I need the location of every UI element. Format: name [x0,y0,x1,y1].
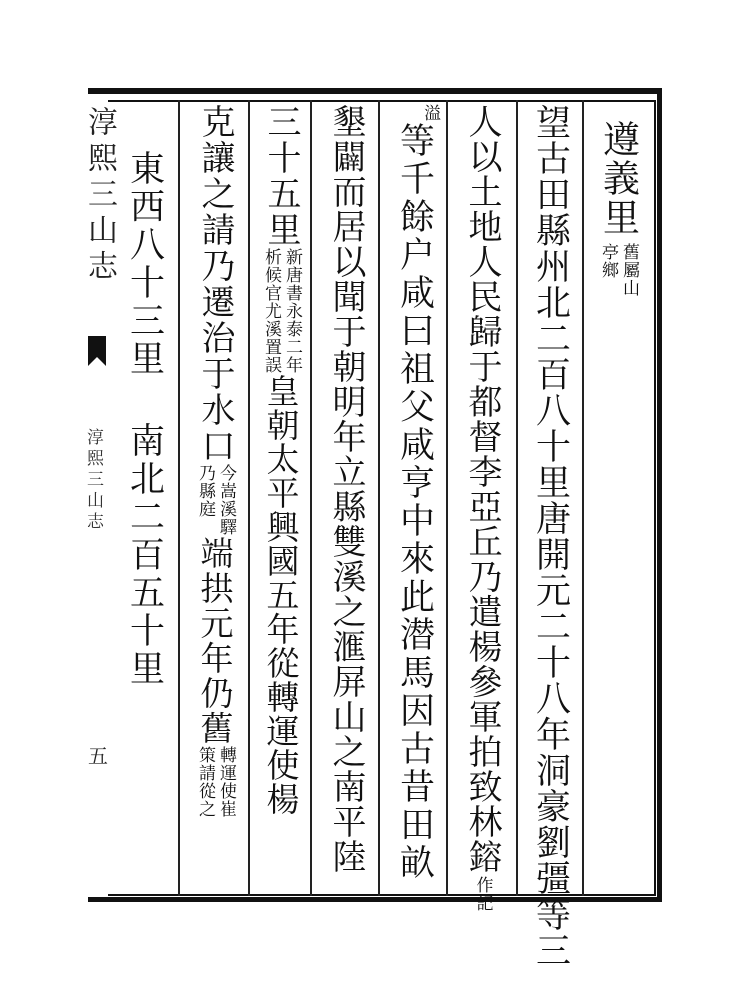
note-right-line: 今嵩溪驛 [216,464,236,536]
column-main-text: 南北二百五十里 [124,422,165,688]
interlinear-note [196,746,234,818]
interlinear-note [599,243,637,297]
note-top-line: 溢 [420,104,440,122]
note-left-line: 亭鄉 [598,243,618,279]
text-column-8 [112,150,176,688]
note-left-line: 乃縣庭 [195,464,215,518]
text-column-7 [182,104,248,818]
gutter-book-title: 淳熙三山志 [82,106,117,286]
column-main-text: 望古田縣州北二百八十里唐開元二十八年洞豪劉彊等三 [530,104,571,968]
text-column-2 [520,104,580,968]
column-rule [378,100,380,896]
note-right-line: 新唐書永泰二年 [282,248,302,374]
column-main-text: 東西八十三里 [124,150,165,378]
column-main-text: 墾闢而居以聞于朝明年立縣雙溪之滙屏山之南平陸 [326,104,366,874]
text-column-4 [382,104,446,882]
column-main-text: 人以土地人民歸于都督李亞丘乃遣楊參軍拍致林鎔 [462,104,502,874]
column-main-text: 等千餘户咸曰祖父咸亨中來此潜馬因古昔田畝 [394,122,435,882]
text-column-1 [586,120,650,297]
column-rule [446,100,448,896]
column-main-text: 皇朝太平興國五年從轉運使楊 [261,374,301,816]
column-main-text: 遵義里 [596,120,640,237]
interlinear-note [262,248,300,374]
column-rule [582,100,584,896]
note-left-line: 策請從之 [195,746,215,818]
column-main-text: 克讓之請乃遷治于水口 [195,104,235,464]
page-number: 五 [88,744,108,768]
interlinear-note [196,464,234,536]
column-rule [248,100,250,896]
column-rule [516,100,518,896]
column-main-text: 三十五里 [261,104,301,248]
side-book-title: 淳熙三山志 [83,428,103,533]
column-rule [178,100,180,896]
interlinear-note [474,876,491,912]
note-right-line: 作記 [472,876,493,912]
text-column-5 [314,104,378,874]
note-left-line: 析候官尤溪置誤 [261,248,281,374]
note-right-line: 舊屬山 [619,243,639,297]
note-right-line: 轉運使崔 [216,746,236,818]
column-rule [310,100,312,896]
text-column-6 [252,104,310,816]
column-main-text: 端拱元年仍舊 [195,536,235,746]
text-column-3 [450,104,514,912]
